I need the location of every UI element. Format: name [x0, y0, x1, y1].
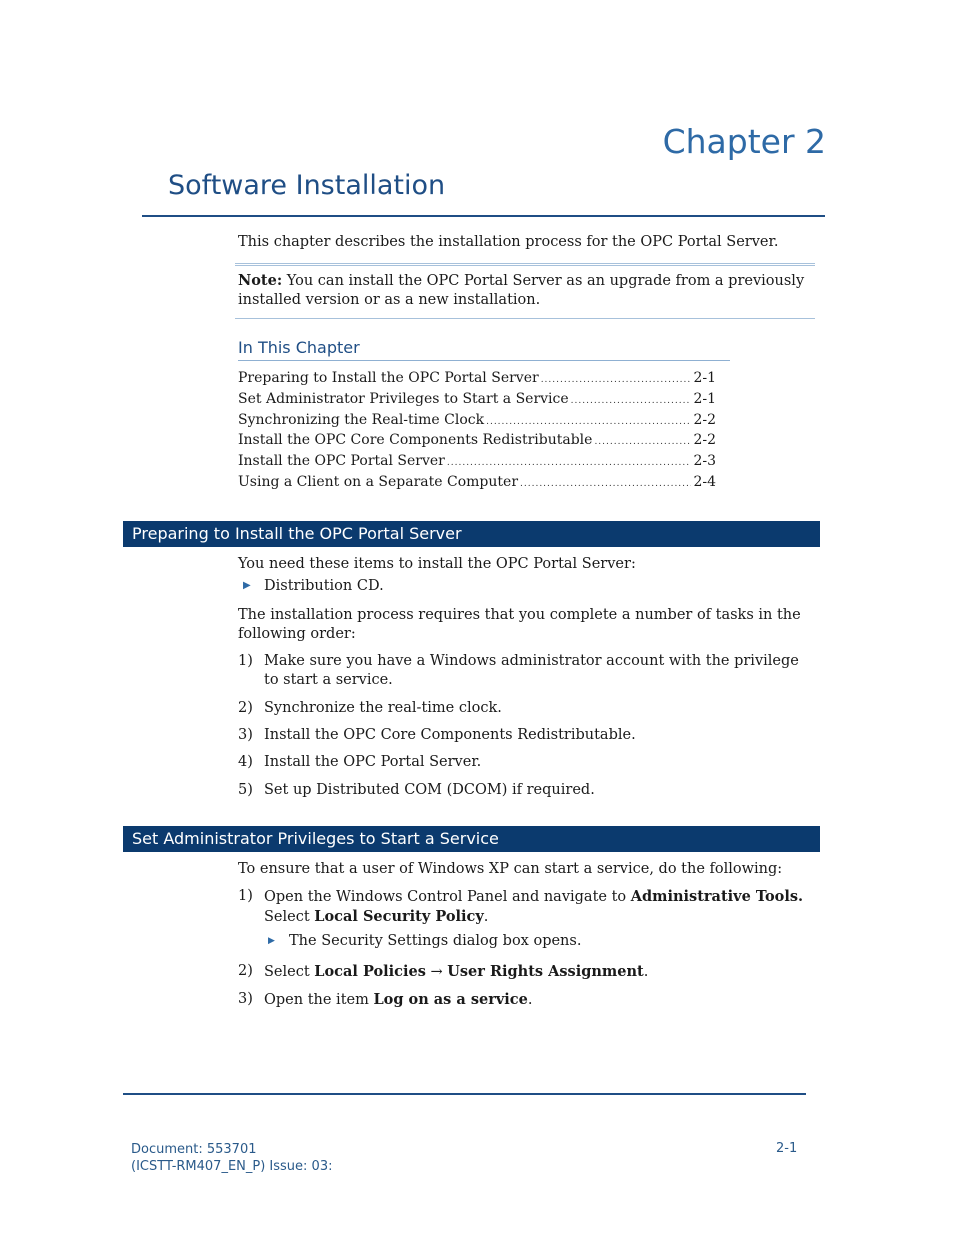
step-item	[238, 962, 813, 982]
step-number: 4)	[238, 754, 253, 770]
bullet-text: Distribution CD.	[264, 578, 384, 594]
step-text: Make sure you have a Windows administrator account with the privilege to start a service.	[264, 653, 799, 688]
step-text: Install the OPC Portal Server.	[264, 754, 482, 770]
toc-list	[238, 369, 716, 494]
toc-entry[interactable]	[238, 431, 716, 452]
note-box	[235, 263, 815, 319]
step-text: Open the item Log on as a service.	[264, 991, 533, 1008]
toc-leader	[594, 433, 691, 452]
step-number: 5)	[238, 782, 253, 798]
toc-entry[interactable]	[238, 369, 716, 390]
step-number: 3)	[238, 991, 253, 1007]
step-text: Install the OPC Core Components Redistributable.	[264, 727, 636, 743]
step-number: 2)	[238, 963, 253, 979]
toc-entry[interactable]	[238, 473, 716, 494]
toc-heading: In This Chapter	[238, 338, 730, 361]
toc-leader	[447, 454, 692, 473]
note-text: You can install the OPC Portal Server as an upgrade from a previously installed version or as a new installation.	[238, 273, 805, 308]
toc-entry-title: Install the OPC Portal Server	[238, 453, 445, 470]
step-number: 3)	[238, 727, 253, 743]
title-rule	[142, 215, 825, 217]
toc-entry-page: 2-2	[693, 432, 716, 449]
toc-entry[interactable]	[238, 411, 716, 432]
step-text: Open the Windows Control Panel and navigate to Administrative Tools. Select Local Security Policy.	[264, 888, 804, 925]
toc-entry-title: Synchronizing the Real-time Clock	[238, 411, 485, 428]
section-heading-admin-privileges: Set Administrator Privileges to Start a Service	[123, 826, 820, 852]
step-number: 1)	[238, 888, 253, 904]
toc-entry-page: 2-2	[693, 411, 716, 428]
chapter-label: Chapter 2	[662, 122, 826, 161]
section-heading-preparing: Preparing to Install the OPC Portal Server	[123, 521, 820, 547]
bullet-triangle-icon: ▶	[268, 936, 275, 946]
toc-leader	[520, 475, 691, 494]
step-number: 1)	[238, 653, 253, 669]
toc-entry-title: Set Administrator Privileges to Start a Service	[238, 390, 569, 407]
step-item	[238, 781, 813, 800]
section1-order-text: The installation process requires that you complete a number of tasks in the following order:	[238, 607, 801, 642]
toc-leader	[486, 413, 691, 432]
toc-entry-page: 2-3	[693, 453, 716, 470]
toc-entry-page: 2-1	[693, 370, 716, 386]
footer-document-info	[131, 1141, 332, 1175]
toc-entry-page: 2-1	[693, 390, 716, 407]
list-item	[243, 578, 384, 594]
page-number: 2-1	[776, 1141, 798, 1156]
chapter-title: Software Installation	[168, 170, 446, 201]
step-result	[268, 933, 581, 949]
step-text: Select Local Policies → User Rights Assignment.	[264, 963, 649, 980]
section2-lead: To ensure that a user of Windows XP can start a service, do the following:	[238, 861, 783, 877]
toc-leader	[571, 392, 692, 411]
toc-entry-title: Install the OPC Core Components Redistributable	[238, 432, 593, 449]
toc-entry-title: Using a Client on a Separate Computer	[238, 473, 519, 490]
intro-paragraph: This chapter describes the installation process for the OPC Portal Server.	[238, 234, 779, 250]
step-result-text: The Security Settings dialog box opens.	[289, 933, 582, 949]
step-text: Synchronize the real-time clock.	[264, 700, 502, 716]
section1-lead: You need these items to install the OPC Portal Server:	[238, 556, 636, 572]
toc-entry[interactable]	[238, 390, 716, 411]
step-item	[238, 652, 813, 690]
footer-rule	[123, 1093, 806, 1095]
step-item	[238, 887, 813, 927]
footer-issue: (ICSTT-RM407_EN_P) Issue: 03:	[131, 1159, 333, 1174]
step-number: 2)	[238, 700, 253, 716]
note-label: Note:	[238, 272, 283, 289]
step-item	[238, 699, 813, 718]
step-text: Set up Distributed COM (DCOM) if required.	[264, 782, 595, 798]
toc-entry-page: 2-4	[693, 473, 716, 490]
bullet-triangle-icon: ▶	[243, 580, 251, 591]
toc-entry-title: Preparing to Install the OPC Portal Server	[238, 370, 539, 386]
step-item	[238, 726, 813, 745]
step-item	[238, 753, 813, 772]
step-item	[238, 990, 813, 1010]
toc-leader	[541, 371, 692, 390]
footer-document-number: Document: 553701	[131, 1142, 257, 1157]
toc-entry[interactable]	[238, 452, 716, 473]
